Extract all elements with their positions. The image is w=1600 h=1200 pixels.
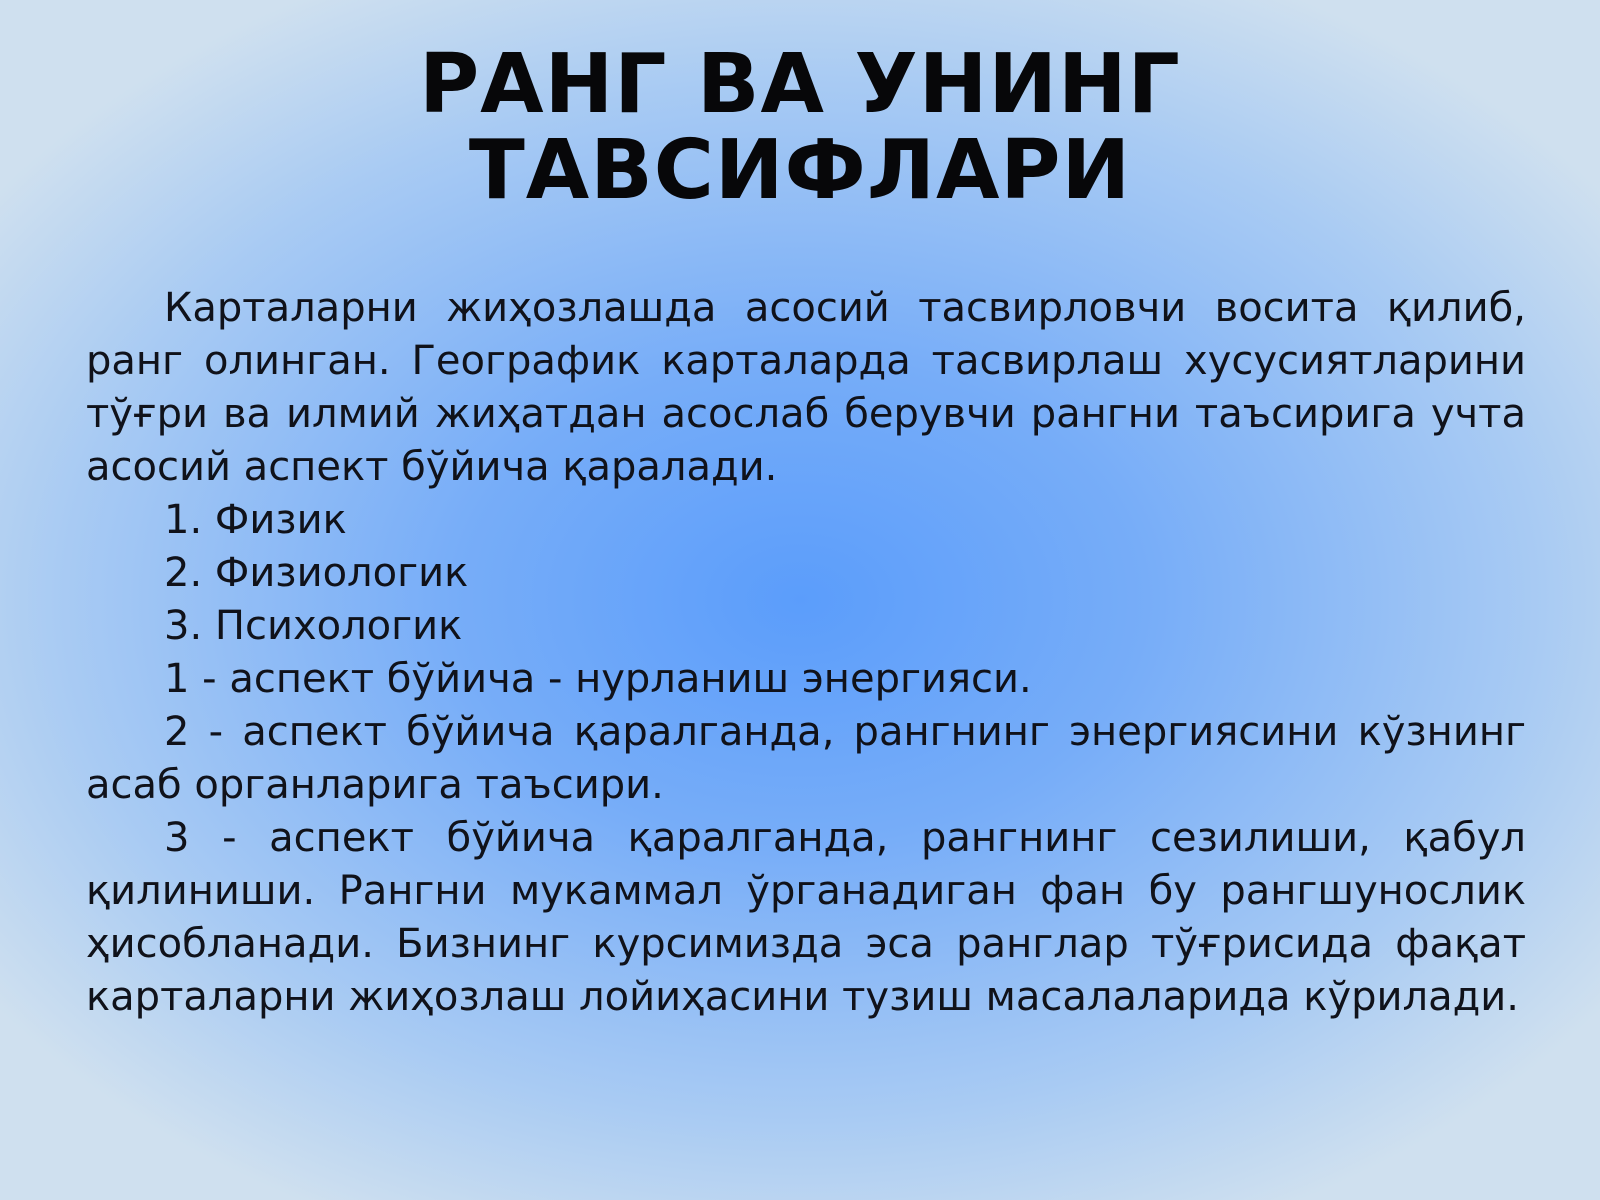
intro-paragraph: Карталарни жиҳозлашда асосий тасвирловчи восита қилиб, ранг олинган. Географик карталарда тасвирлаш хусусиятларини тўғри ва илмий жиҳатдан асослаб берувчи рангни таъсирига учта асосий аспект бўйича қаралади.	[86, 285, 1526, 490]
slide-title	[0, 37, 1600, 218]
slide-title-line-2: ТАВСИФЛАРИ	[468, 123, 1132, 218]
list-item-physical: 1. Физик	[164, 497, 347, 543]
list-item-physiological: 2. Физиологик	[164, 550, 469, 596]
slide-title-line-1: РАНГ ВА УНИНГ	[419, 37, 1181, 132]
aspect-1-paragraph: 1 - аспект бўйича - нурланиш энергияси.	[164, 656, 1032, 702]
aspect-3-paragraph: 3 - аспект бўйича қаралганда, рангнинг сезилиши, қабул қилиниши. Рангни мукаммал ўрганадиган фан бу рангшунослик ҳисобланади. Бизнинг курсимизда эса ранглар тўғрисида фақат карталарни жиҳозлаш лойиҳасини тузиш масалаларида кўрилади.	[86, 815, 1526, 1020]
aspect-2-paragraph: 2 - аспект бўйича қаралганда, рангнинг энергиясини кўзнинг асаб органларига таъсири.	[86, 709, 1526, 808]
slide-body	[86, 282, 1526, 1024]
list-item-psychological: 3. Психологик	[164, 603, 463, 649]
